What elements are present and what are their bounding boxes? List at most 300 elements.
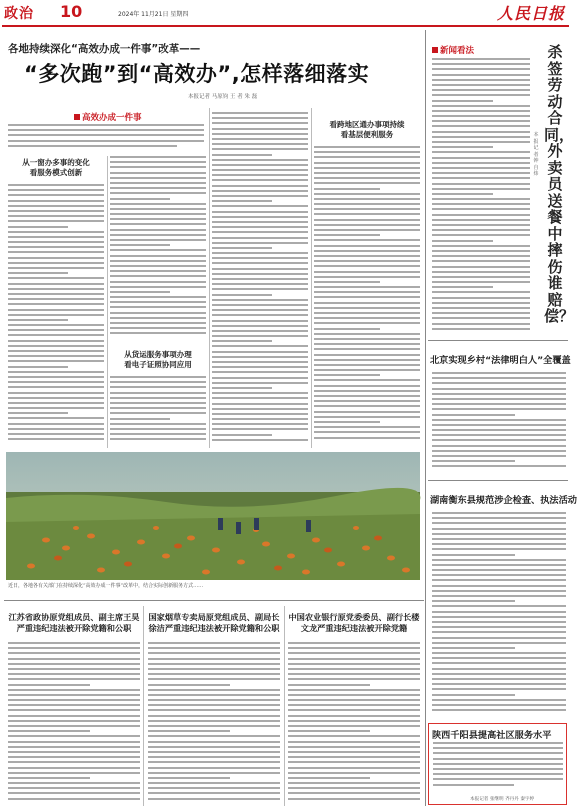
text-line bbox=[432, 162, 530, 164]
article-column-3 bbox=[212, 112, 308, 446]
text-line bbox=[212, 117, 308, 119]
text-line bbox=[8, 314, 104, 316]
text-line bbox=[110, 402, 206, 404]
bottom-story-2-body bbox=[148, 642, 280, 804]
text-line bbox=[432, 193, 493, 195]
text-line bbox=[8, 345, 104, 347]
text-line bbox=[212, 268, 308, 270]
text-line bbox=[314, 172, 420, 174]
text-line bbox=[314, 182, 420, 184]
text-line bbox=[288, 668, 420, 670]
text-line bbox=[8, 741, 140, 743]
text-line bbox=[110, 306, 206, 308]
text-line bbox=[432, 74, 530, 76]
text-line bbox=[432, 616, 566, 618]
text-line bbox=[212, 340, 272, 342]
text-line bbox=[314, 431, 420, 433]
text-line bbox=[432, 120, 530, 122]
text-line bbox=[288, 761, 420, 763]
square-icon bbox=[74, 114, 80, 120]
subhead-3 bbox=[314, 120, 420, 140]
text-line bbox=[432, 574, 566, 576]
text-line bbox=[148, 684, 230, 686]
text-line bbox=[110, 322, 206, 324]
text-line bbox=[314, 234, 380, 236]
text-line bbox=[8, 386, 104, 388]
text-line bbox=[148, 746, 280, 748]
text-line bbox=[212, 371, 308, 373]
text-line bbox=[8, 340, 104, 342]
text-line bbox=[110, 381, 206, 383]
text-line bbox=[432, 317, 530, 319]
text-line bbox=[110, 239, 206, 241]
text-line bbox=[314, 416, 420, 418]
text-line bbox=[148, 663, 280, 665]
story-4-title: 陕西千阳县提高社区服务水平 bbox=[432, 730, 552, 741]
text-line bbox=[432, 63, 530, 65]
text-line bbox=[432, 245, 530, 247]
text-line bbox=[288, 720, 420, 722]
text-line bbox=[212, 179, 308, 181]
text-line bbox=[110, 166, 206, 168]
text-line bbox=[212, 299, 308, 301]
section-rule bbox=[4, 600, 424, 601]
text-line bbox=[314, 156, 420, 158]
text-line bbox=[8, 226, 68, 228]
text-line bbox=[432, 564, 566, 566]
text-line bbox=[212, 304, 308, 306]
text-line bbox=[288, 652, 420, 654]
text-line bbox=[432, 543, 566, 545]
text-line bbox=[432, 408, 566, 410]
text-line bbox=[432, 214, 530, 216]
text-line bbox=[8, 355, 104, 357]
text-line bbox=[8, 798, 140, 800]
text-line bbox=[110, 327, 206, 329]
text-line bbox=[8, 184, 104, 186]
text-line bbox=[314, 162, 420, 164]
square-icon bbox=[432, 47, 438, 53]
text-line bbox=[8, 267, 104, 269]
text-line bbox=[8, 642, 140, 644]
text-line bbox=[432, 657, 566, 659]
text-line bbox=[8, 220, 104, 222]
text-line bbox=[8, 792, 140, 794]
subhead-1-line2: 看服务模式创新 bbox=[29, 168, 83, 177]
text-line bbox=[432, 388, 566, 390]
text-line bbox=[8, 684, 90, 686]
text-line bbox=[212, 122, 308, 124]
text-line bbox=[148, 772, 280, 774]
text-line bbox=[432, 522, 566, 524]
text-line bbox=[314, 312, 420, 314]
text-line bbox=[432, 688, 566, 690]
text-line bbox=[110, 161, 206, 163]
text-line bbox=[148, 777, 230, 779]
text-line bbox=[212, 257, 308, 259]
text-line bbox=[212, 408, 308, 410]
text-line bbox=[432, 266, 530, 268]
text-line bbox=[148, 658, 280, 660]
text-line bbox=[432, 115, 530, 117]
text-line bbox=[288, 735, 420, 737]
text-line bbox=[8, 231, 104, 233]
column-divider bbox=[143, 606, 144, 806]
column-divider bbox=[107, 156, 108, 448]
text-line bbox=[314, 167, 420, 169]
text-line bbox=[288, 798, 420, 800]
article-column-2b bbox=[110, 376, 206, 446]
text-line bbox=[314, 395, 420, 397]
text-line bbox=[8, 272, 68, 274]
text-line bbox=[432, 569, 566, 571]
text-line bbox=[432, 291, 530, 293]
text-line bbox=[8, 412, 68, 414]
text-line bbox=[314, 286, 420, 288]
text-line bbox=[8, 658, 140, 660]
text-line bbox=[433, 773, 563, 775]
text-line bbox=[212, 325, 308, 327]
text-line bbox=[8, 360, 104, 362]
text-line bbox=[314, 322, 420, 324]
text-line bbox=[8, 329, 104, 331]
text-line bbox=[314, 245, 420, 247]
text-line bbox=[8, 200, 104, 202]
text-line bbox=[432, 224, 530, 226]
text-line bbox=[212, 226, 308, 228]
text-line bbox=[212, 169, 308, 171]
text-line bbox=[8, 350, 104, 352]
text-line bbox=[432, 136, 530, 138]
text-line bbox=[432, 312, 530, 314]
text-line bbox=[212, 382, 308, 384]
text-line bbox=[432, 100, 493, 102]
text-line bbox=[8, 772, 140, 774]
text-line bbox=[314, 317, 420, 319]
text-line bbox=[432, 146, 493, 148]
text-line bbox=[314, 343, 420, 345]
text-line bbox=[432, 673, 566, 675]
text-line bbox=[212, 434, 272, 436]
text-line bbox=[432, 429, 566, 431]
text-line bbox=[432, 579, 566, 581]
text-line bbox=[212, 278, 308, 280]
text-line bbox=[314, 239, 420, 241]
text-line bbox=[314, 281, 380, 283]
text-line bbox=[432, 528, 566, 530]
text-line bbox=[148, 699, 280, 701]
column-divider bbox=[284, 606, 285, 806]
text-line bbox=[432, 642, 566, 644]
text-line bbox=[212, 200, 272, 202]
text-line bbox=[314, 302, 420, 304]
story-3-body bbox=[432, 512, 566, 716]
text-line bbox=[110, 286, 206, 288]
text-line bbox=[8, 709, 140, 711]
text-line bbox=[8, 777, 90, 779]
text-line bbox=[314, 250, 420, 252]
text-line bbox=[314, 338, 420, 340]
text-line bbox=[8, 215, 104, 217]
text-line bbox=[212, 164, 308, 166]
page-number: 10 bbox=[60, 2, 83, 21]
text-line bbox=[314, 208, 420, 210]
text-line bbox=[212, 262, 308, 264]
text-line bbox=[432, 281, 530, 283]
text-line bbox=[212, 377, 308, 379]
text-line bbox=[212, 237, 308, 239]
text-line bbox=[432, 234, 530, 236]
text-line bbox=[8, 720, 140, 722]
text-line bbox=[432, 307, 530, 309]
text-line bbox=[432, 302, 530, 304]
text-line bbox=[110, 234, 206, 236]
section-rule bbox=[428, 340, 568, 341]
text-line bbox=[288, 684, 370, 686]
text-line bbox=[110, 187, 206, 189]
text-line bbox=[288, 658, 420, 660]
text-line bbox=[314, 219, 420, 221]
text-line bbox=[148, 751, 280, 753]
bottom-story-3-body bbox=[288, 642, 420, 804]
text-line bbox=[432, 125, 530, 127]
text-line bbox=[432, 89, 530, 91]
text-line bbox=[8, 782, 140, 784]
text-line bbox=[8, 319, 68, 321]
text-line bbox=[288, 694, 420, 696]
text-line bbox=[288, 647, 420, 649]
text-line bbox=[212, 211, 308, 213]
text-line bbox=[212, 154, 272, 156]
text-line bbox=[433, 747, 563, 749]
text-line bbox=[432, 637, 566, 639]
text-line bbox=[8, 756, 140, 758]
text-line bbox=[432, 151, 530, 153]
text-line bbox=[148, 720, 280, 722]
section-rule bbox=[428, 480, 568, 481]
newspaper-logo: 人民日报 bbox=[496, 4, 565, 23]
text-line bbox=[288, 756, 420, 758]
text-line bbox=[212, 288, 308, 290]
text-line bbox=[432, 229, 530, 231]
text-line bbox=[314, 364, 420, 366]
text-line bbox=[8, 699, 140, 701]
text-line bbox=[288, 689, 420, 691]
text-line bbox=[432, 403, 566, 405]
text-line bbox=[288, 725, 420, 727]
text-line bbox=[314, 151, 420, 153]
article-column-4 bbox=[314, 146, 420, 446]
text-line bbox=[314, 385, 420, 387]
text-line bbox=[314, 333, 420, 335]
text-line bbox=[432, 167, 530, 169]
masthead-rule bbox=[2, 25, 569, 27]
text-line bbox=[110, 281, 206, 283]
text-line bbox=[314, 213, 420, 215]
text-line bbox=[432, 455, 566, 457]
text-line bbox=[432, 445, 566, 447]
text-line bbox=[288, 792, 420, 794]
text-line bbox=[8, 423, 104, 425]
text-line bbox=[432, 203, 530, 205]
text-line bbox=[110, 265, 206, 267]
issue-date: 2024年 11月21日 星期四 bbox=[118, 11, 189, 18]
text-line bbox=[8, 787, 140, 789]
text-line bbox=[8, 652, 140, 654]
text-line bbox=[432, 172, 530, 174]
text-line bbox=[110, 249, 206, 251]
text-line bbox=[288, 642, 420, 644]
text-line bbox=[212, 247, 272, 249]
text-line bbox=[432, 600, 515, 602]
subhead-1 bbox=[8, 158, 104, 178]
text-line bbox=[314, 296, 420, 298]
text-line bbox=[8, 694, 140, 696]
text-line bbox=[148, 668, 280, 670]
text-line bbox=[433, 763, 563, 765]
text-line bbox=[110, 229, 206, 231]
text-line bbox=[212, 143, 308, 145]
text-line bbox=[212, 159, 308, 161]
text-line bbox=[110, 177, 206, 179]
text-line bbox=[212, 174, 308, 176]
text-line bbox=[8, 751, 140, 753]
text-line bbox=[212, 387, 272, 389]
text-line bbox=[432, 198, 530, 200]
text-line bbox=[110, 438, 206, 440]
text-line bbox=[432, 260, 530, 262]
text-line bbox=[432, 662, 566, 664]
text-line bbox=[212, 112, 308, 114]
text-line bbox=[432, 393, 566, 395]
text-line bbox=[314, 307, 420, 309]
text-line bbox=[432, 548, 566, 550]
text-line bbox=[110, 172, 206, 174]
text-line bbox=[212, 330, 308, 332]
text-line bbox=[432, 439, 566, 441]
text-line bbox=[110, 412, 206, 414]
text-line bbox=[110, 392, 206, 394]
text-line bbox=[288, 772, 420, 774]
text-line bbox=[212, 138, 308, 140]
text-line bbox=[314, 348, 420, 350]
text-line bbox=[212, 190, 308, 192]
text-line bbox=[288, 782, 420, 784]
text-line bbox=[314, 328, 380, 330]
story-4-body bbox=[433, 742, 563, 792]
text-line bbox=[314, 369, 420, 371]
text-line bbox=[432, 414, 515, 416]
text-line bbox=[314, 359, 420, 361]
photo-fields-image bbox=[6, 452, 420, 580]
text-line bbox=[148, 652, 280, 654]
subhead-2-line2: 看电子证照协同应用 bbox=[124, 360, 192, 369]
text-line bbox=[432, 219, 530, 221]
text-line bbox=[110, 317, 206, 319]
text-line bbox=[432, 533, 566, 535]
text-line bbox=[110, 182, 206, 184]
text-line bbox=[288, 777, 370, 779]
text-line bbox=[148, 741, 280, 743]
text-line bbox=[432, 382, 566, 384]
text-line bbox=[432, 177, 530, 179]
subhead-2-line1: 从货运服务事项办理 bbox=[124, 350, 192, 359]
text-line bbox=[212, 423, 308, 425]
text-line bbox=[432, 286, 493, 288]
text-line bbox=[432, 323, 530, 325]
text-line bbox=[288, 678, 420, 680]
text-line bbox=[8, 689, 140, 691]
column-divider bbox=[311, 108, 312, 448]
text-line bbox=[314, 437, 420, 439]
text-line bbox=[110, 428, 206, 430]
story-2-title: 北京实现乡村“法律明白人”全覆盖 bbox=[430, 355, 571, 366]
text-line bbox=[432, 250, 530, 252]
text-line bbox=[8, 251, 104, 253]
text-line bbox=[148, 678, 280, 680]
photo-caption: 近日，各地各有关部门在持续深化“高效办成一件事”改革中，结合实际创新服务方式…… bbox=[8, 583, 204, 589]
text-line bbox=[432, 694, 515, 696]
text-line bbox=[110, 433, 206, 435]
text-line bbox=[148, 761, 280, 763]
text-line bbox=[432, 183, 530, 185]
text-line bbox=[432, 424, 566, 426]
section-name: 政治 bbox=[4, 6, 34, 22]
text-line bbox=[110, 332, 206, 334]
text-line bbox=[148, 787, 280, 789]
text-line bbox=[212, 314, 308, 316]
text-line bbox=[314, 203, 420, 205]
text-line bbox=[8, 673, 140, 675]
text-line bbox=[432, 110, 530, 112]
text-line bbox=[432, 538, 566, 540]
text-line bbox=[212, 320, 308, 322]
text-line bbox=[432, 668, 566, 670]
text-line bbox=[433, 752, 563, 754]
text-line bbox=[212, 283, 308, 285]
text-line bbox=[212, 185, 308, 187]
text-line bbox=[8, 647, 140, 649]
text-line bbox=[8, 417, 104, 419]
text-line bbox=[432, 465, 566, 467]
text-line bbox=[110, 423, 206, 425]
text-line bbox=[8, 704, 140, 706]
text-line bbox=[8, 210, 104, 212]
text-line bbox=[432, 647, 515, 649]
text-line bbox=[148, 673, 280, 675]
text-line bbox=[8, 262, 104, 264]
text-line bbox=[110, 213, 206, 215]
subhead-1-line1: 从一窗办多事的变化 bbox=[22, 158, 90, 167]
subhead-2 bbox=[110, 350, 206, 370]
text-line bbox=[432, 699, 566, 701]
article-column-2a bbox=[110, 156, 206, 342]
text-line bbox=[432, 79, 530, 81]
text-line bbox=[432, 141, 530, 143]
text-line bbox=[148, 704, 280, 706]
text-line bbox=[432, 58, 530, 60]
text-line bbox=[8, 433, 104, 435]
text-line bbox=[432, 631, 566, 633]
text-line bbox=[8, 428, 104, 430]
text-line bbox=[432, 372, 566, 374]
text-line bbox=[314, 291, 420, 293]
text-line bbox=[432, 240, 493, 242]
text-line bbox=[432, 683, 566, 685]
main-kicker: 各地持续深化“高效办成一件事”改革—— bbox=[8, 43, 201, 55]
text-line bbox=[8, 194, 104, 196]
text-line bbox=[110, 223, 206, 225]
